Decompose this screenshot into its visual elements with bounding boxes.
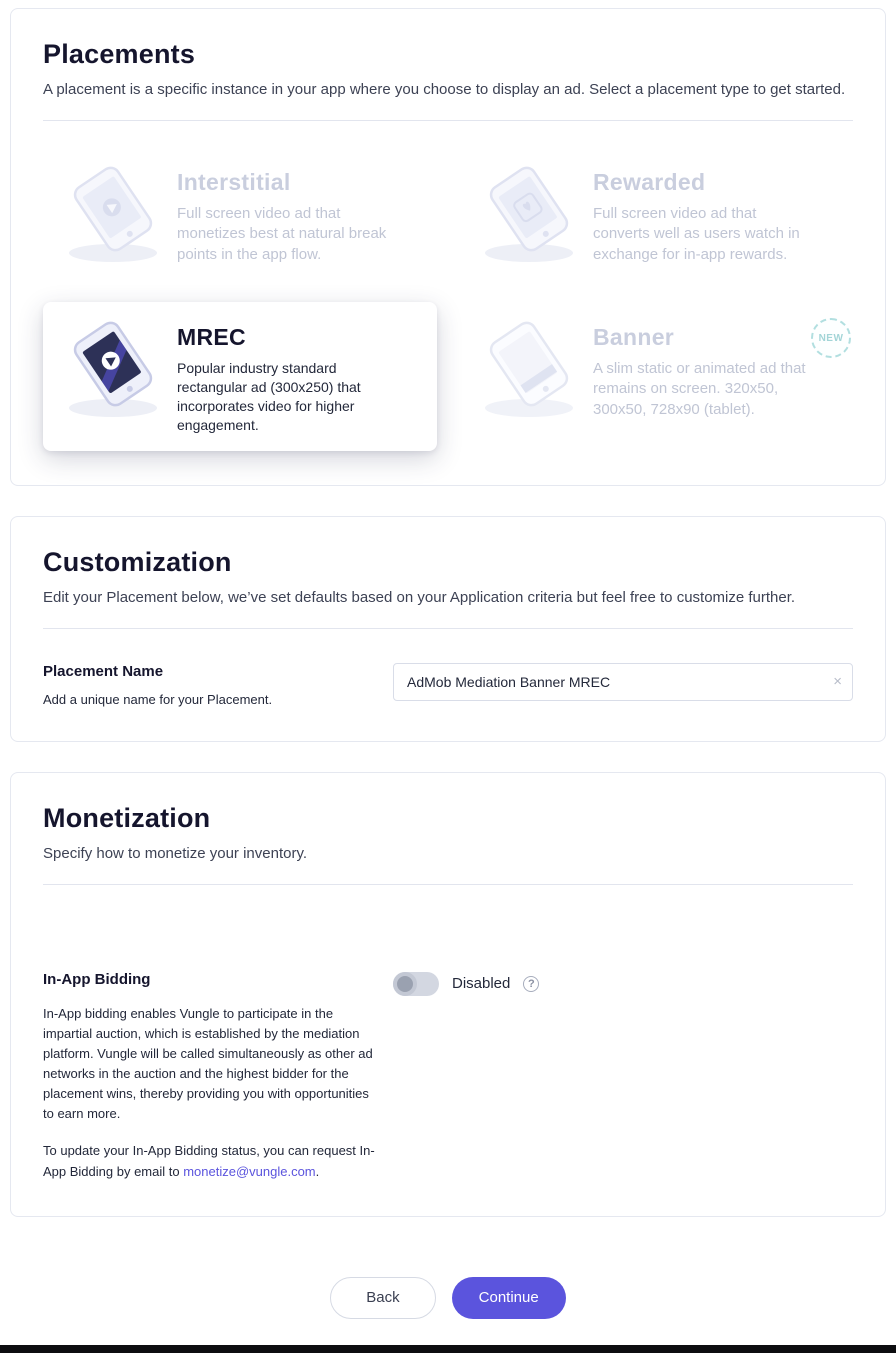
placement-name-label: Placement Name [43,662,164,680]
customization-card [10,516,886,742]
rewarded-title: Rewarded [593,169,706,195]
monetization-title: Monetization [43,802,211,833]
placement-name-input[interactable] [393,663,853,701]
customization-divider [43,628,853,629]
rewarded-text [593,163,841,265]
monetization-subtitle: Specify how to monetize your inventory. [43,844,308,862]
back-button[interactable]: Back [330,1277,435,1319]
placements-title: Placements [43,39,196,69]
in-app-bidding-left-col [43,971,393,1182]
in-app-bidding-label: In-App Bidding [43,970,151,988]
interstitial-title: Interstitial [177,169,291,195]
in-app-bidding-toggle[interactable] [393,972,439,996]
placements-card [10,8,886,486]
mrec-description: Popular industry standard rectangular ad (300x250) that incorporates video for higher engagement. [177,360,361,433]
placement-name-input-wrap [393,663,853,701]
placement-type-mrec-selected[interactable] [43,302,437,451]
in-app-bidding-toggle-col [393,971,539,996]
interstitial-phone-icon [55,163,177,272]
placements-divider [43,120,853,121]
in-app-bidding-update-suffix: . [315,1163,320,1179]
bottom-edge-bar [0,1345,896,1353]
new-badge: NEW [811,318,851,358]
customization-subtitle: Edit your Placement below, we’ve set defaults based on your Application criteria but feel free to customize further. [43,588,796,606]
placement-type-interstitial[interactable] [43,147,437,288]
help-icon[interactable]: ? [523,976,539,992]
rewarded-phone-icon [471,163,593,272]
mrec-text [177,318,425,435]
mrec-title: MREC [177,324,246,350]
interstitial-description: Full screen video ad that monetizes best at natural break points in the app flow. [177,205,387,263]
in-app-bidding-row [43,971,853,1182]
interstitial-text [177,163,425,265]
placements-subtitle: A placement is a specific instance in your app where you choose to display an ad. Select a placement type to get started. [43,81,846,98]
toggle-knob [393,972,417,996]
in-app-bidding-description: In-App bidding enables Vungle to participate in the impartial auction, which is established by the mediation platform. Vungle will be called simultaneously as other ad networks in the auction and the highest bidder for the placement wins, thereby providing you with opportunities to earn more. [43,1005,373,1122]
clear-input-icon[interactable]: × [833,672,842,690]
placement-name-row [43,663,853,707]
banner-title: Banner [593,324,675,350]
monetize-email-link[interactable]: monetize@vungle.com [183,1163,316,1179]
banner-description: A slim static or animated ad that remains on screen. 320x50, 300x50, 728x90 (tablet). [593,360,806,418]
placement-name-helper: Add a unique name for your Placement. [43,691,273,707]
placement-type-rewarded[interactable] [459,147,853,288]
footer-actions [10,1247,886,1345]
continue-button[interactable]: Continue [452,1277,566,1319]
banner-phone-icon [471,318,593,427]
monetization-card [10,772,886,1217]
placement-name-label-col [43,663,393,707]
placement-type-grid [43,147,853,451]
banner-text [593,318,841,420]
in-app-bidding-status: Disabled [452,975,511,993]
placement-type-banner[interactable] [459,302,853,451]
customization-title: Customization [43,546,232,577]
monetization-divider [43,884,853,885]
mrec-phone-icon [55,318,177,427]
in-app-bidding-update-text [43,1141,375,1181]
rewarded-description: Full screen video ad that converts well as users watch in exchange for in-app rewards. [593,205,800,263]
in-app-bidding-update-prefix: To update your In-App Bidding status, you can request In-App Bidding by email to [43,1143,375,1179]
